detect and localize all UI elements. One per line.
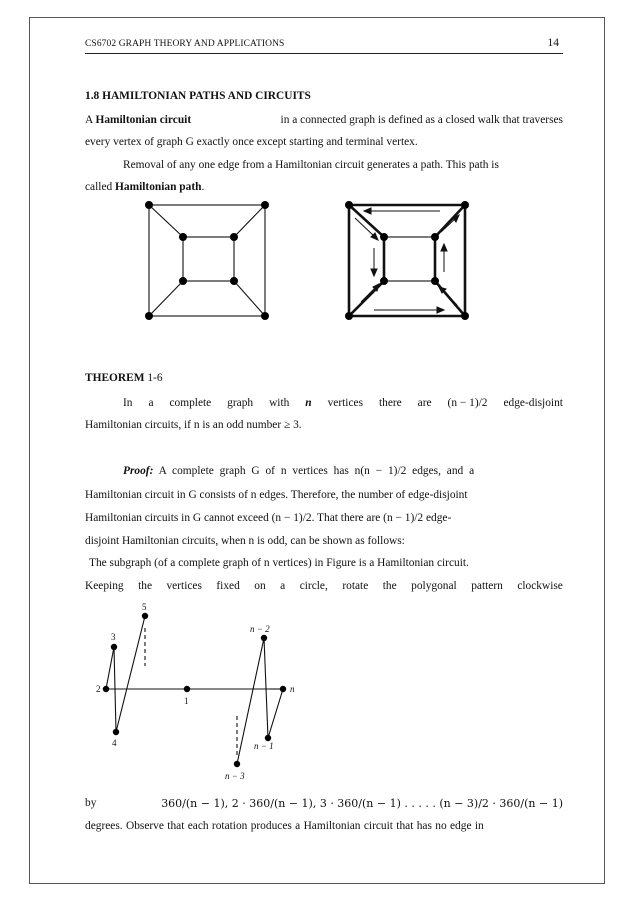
rotation-formula: 360/(n − 1), 2 · 360/(n − 1), 3 · 360/(n − 1) . . . . . (n − 3)/2 · 360/(n − 1) [161, 797, 563, 810]
vertex-label-2: 2 [96, 684, 101, 694]
vertex-label-n: n [290, 684, 295, 694]
theorem-label: THEOREM [85, 372, 145, 384]
final-line: degrees. Observe that each rotation produces a Hamiltonian circuit that has no edge in [85, 820, 484, 832]
vertex-label-5: 5 [142, 602, 147, 612]
vertex-label-n-3: n − 3 [225, 771, 245, 781]
vertex-label-3: 3 [111, 632, 116, 642]
para2-line2: called Hamiltonian path. [85, 181, 205, 193]
para1-line1: A Hamiltonian circuit in a connected graph is defined as a closed walk that traverses [85, 114, 563, 126]
proof-line4: disjoint Hamiltonian circuits, when n is odd, can be shown as follows: [85, 535, 405, 547]
vertex-label-n-2: n − 2 [250, 624, 270, 634]
theorem-heading [85, 372, 563, 384]
vertex-label-n-1: n − 1 [254, 741, 274, 751]
proof-label: Proof: [123, 465, 154, 477]
theorem-line1: In a complete graph with n vertices there are (n − 1)/2 edge-disjoint [123, 397, 563, 409]
para1-line2: every vertex of graph G exactly once except starting and terminal vertex. [85, 136, 418, 148]
term-hamiltonian-circuit: Hamiltonian circuit [95, 114, 192, 126]
page-number: 14 [547, 37, 559, 49]
proof-line6: Keeping the vertices fixed on a circle, rotate the polygonal pattern clockwise [85, 580, 563, 592]
header-title: CS6702 GRAPH THEORY AND APPLICATIONS [85, 39, 285, 49]
para2-line1: Removal of any one edge from a Hamiltonian circuit generates a path. This path is [123, 159, 499, 171]
vertex-label-4: 4 [112, 738, 117, 748]
vertex-label-1: 1 [184, 696, 189, 706]
proof-line5: The subgraph (of a complete graph of n vertices) in Figure is a Hamiltonian circuit. [89, 557, 469, 569]
theorem-number: 1-6 [144, 372, 163, 384]
proof-line2: Hamiltonian circuit in G consists of n edges. Therefore, the number of edge-disjoint [85, 489, 468, 501]
running-header [85, 37, 563, 54]
section-title: 1.8 HAMILTONIAN PATHS AND CIRCUITS [85, 90, 311, 102]
rotation-line [85, 797, 563, 810]
theorem-line2: Hamiltonian circuits, if n is an odd number ≥ 3. [85, 419, 302, 431]
rotation-by: by [85, 797, 97, 809]
proof-line1: Proof: A complete graph G of n vertices has n(n − 1)/2 edges, and a [123, 465, 475, 477]
proof-line3: Hamiltonian circuits in G cannot exceed (n − 1)/2. That there are (n − 1)/2 edge- [85, 512, 452, 524]
term-hamiltonian-path: Hamiltonian path [115, 181, 202, 193]
